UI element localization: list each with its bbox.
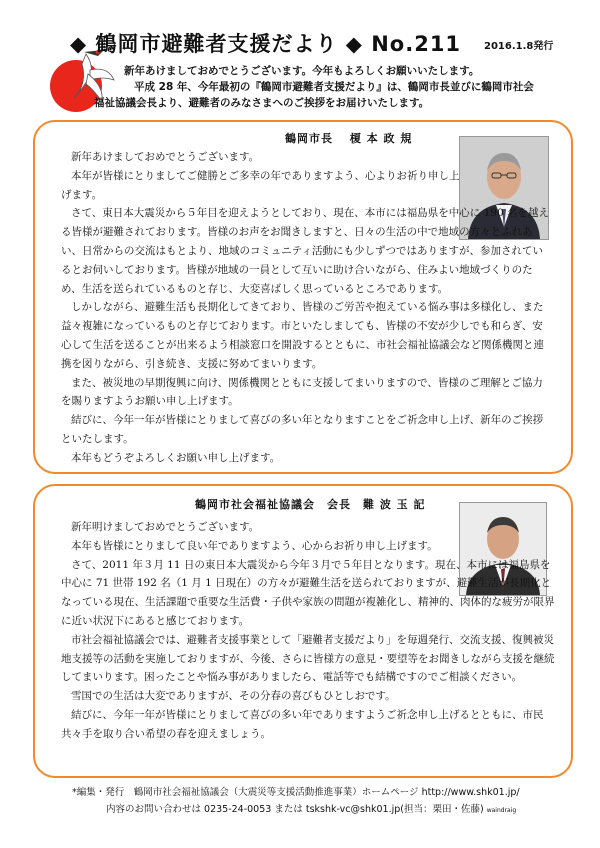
paragraph: 新年あけましておめでとうございます。 xyxy=(71,151,260,163)
greeting-line: 福祉協議会長より、避難者のみなさまへのご挨拶をお届けいたします。 xyxy=(94,97,430,109)
council-message-text xyxy=(61,518,555,744)
footer xyxy=(72,784,572,819)
paragraph: 本年もどうぞよろしくお願い申し上げます。 xyxy=(71,451,281,464)
mayor-message-box xyxy=(33,120,573,474)
greeting-block xyxy=(94,63,574,111)
greeting-line: 新年あけましておめでとうございます。今年もよろしくお願いいたします。 xyxy=(124,65,480,77)
footer-credit: waindraig xyxy=(486,807,517,814)
newsletter-title: ◆ 鶴岡市避難者支援だより ◆ No.211 xyxy=(70,32,462,56)
paragraph: 雪国での生活は大変でありますが、その分春の喜びもひとしおです。 xyxy=(71,690,396,703)
paragraph: 結びに、今年一年が皆様にとりまして喜びの多い年でありますようご祈念申し上げるとともに、市民共々手を取り合い希望の春を迎えましょう。 xyxy=(61,708,544,740)
paragraph: 新年明けましておめでとうございます。 xyxy=(71,521,260,533)
paragraph: しかしながら、避難生活も長期化してきており、皆様のご労苦や抱えている悩み事は多様化し、また益々複雑になっているものと存じております。市といたしましても、皆様の不安が少しでも和らぎ、安心して生活を送ることが出来るよう相談窓口を開設するとともに、市社会福祉協議会など関係機関と連携を図りながら、引き続き、支援に努めてまいります。 xyxy=(61,301,544,370)
paragraph: また、被災地の早期復興に向け、関係機関とともに支援してまいりますので、皆様のご理解とご協力を賜りますようお願い申し上げます。 xyxy=(61,376,543,408)
council-message-box xyxy=(33,484,573,778)
paragraph: さて、2011 年３月 11 日の東日本大震災から今年３月で５年目となります。現在、本市には福島県を中心に 71 世帯 192 名（1 月 1 日現在）の方々が避難生活を送られておりますが、避難生活が長期化となっている現在、生活課題で重要な生活費・子供や家族の問題が複雑化し、精神的、肉体的な疲労が限界に近い状況下にあると感じております。 xyxy=(61,558,555,627)
council-signature: 鶴岡市社会福祉協議会 会長 難 波 玉 記 xyxy=(195,498,426,511)
paragraph: 市社会福祉協議会では、避難者支援事業として「避難者支援だより」を毎週発行、交流支援、復興被災地支援等の活動を実施しておりますが、今後、さらに皆様方の意見・要望等をお聞きしながら支援を継続してまいります。困ったことや悩み事がありましたら、電話等でも結構ですのでご相談ください。 xyxy=(61,633,555,684)
footer-publisher-line: *編集・発行 鶴岡市社会福祉協議会（大震災等支援活動推進事業）ホームページ http://www.shk01.jp/ xyxy=(72,787,520,798)
issue-date: 2016.1.8発行 xyxy=(484,41,554,52)
paragraph: さて、東日本大震災から５年目を迎えようとしており、現在、本市には福島県を中心に 190 名を越える皆様が避難されております。皆様のお声をお聞きしますと、日々の生活の中で地域の方々とふれあい、日常からの交流はもとより、地域のコミュニティ活動にも少しずつではありますが、参加されているとお伺いしております。皆様が地域の一員として互いに助け合いながら、住みよい地域づくりのため、生活を送られているものと存じ、大変喜ばしく思っているところであります。 xyxy=(61,207,550,295)
mayor-message-text xyxy=(61,148,551,468)
greeting-line: 平成 28 年、今年最初の『鶴岡市避難者支援だより』は、鶴岡市長並びに鶴岡市社会 xyxy=(134,81,534,93)
footer-contact-line: 内容のお問い合わせは 0235-24-0053 または tskshk-vc@shk01.jp(担当：栗田・佐藤) waindraig xyxy=(106,804,517,815)
paragraph: 結びに、今年一年が皆様にとりまして喜びの多い年となりますことをご祈念申し上げ、新年のご挨拶といたします。 xyxy=(61,414,544,445)
mayor-signature: 鶴岡市長 榎 本 政 規 xyxy=(285,132,413,145)
paragraph: 本年が皆様にとりましてご健勝とご多幸の年でありますよう、心よりお祈り申し上げます。 xyxy=(61,169,460,201)
paragraph: 本年も皆様にとりまして良い年でありますよう、心からお祈り申し上げます。 xyxy=(71,539,438,552)
